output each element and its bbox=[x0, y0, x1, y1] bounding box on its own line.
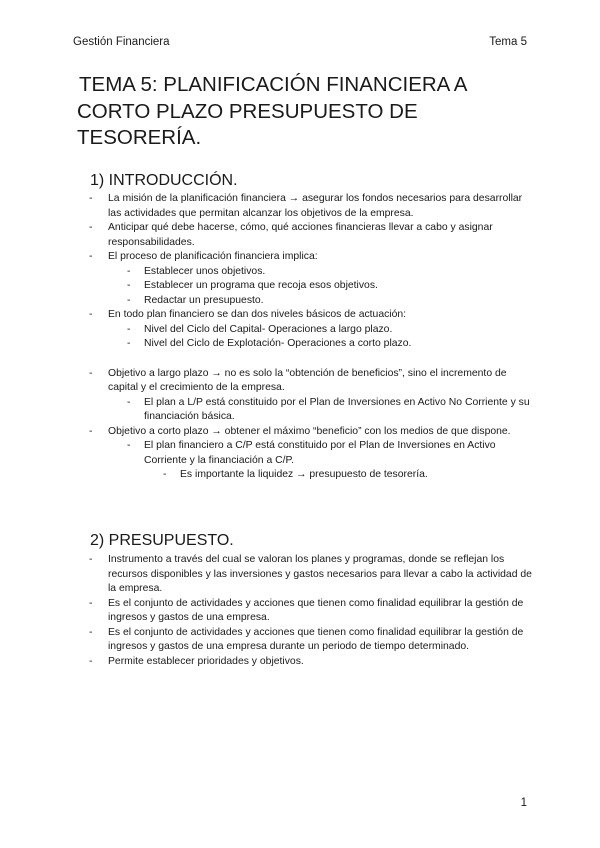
list-item: - Objetivo a corto plazo → obtener el máximo “beneficio” con los medios de que dispone. bbox=[73, 425, 533, 440]
list-item: - Anticipar qué debe hacerse, cómo, qué acciones financieras llevar a cabo y asignar responsabilidades. bbox=[73, 221, 533, 250]
header-topic: Tema 5 bbox=[489, 36, 527, 48]
title-line-3: TESORERÍA. bbox=[77, 126, 202, 149]
list-subitem: - Nivel del Ciclo del Capital- Operaciones a largo plazo. bbox=[73, 323, 533, 338]
list-subitem: - Redactar un presupuesto. bbox=[73, 294, 533, 309]
list-item: - El proceso de planificación financiera implica: bbox=[73, 250, 533, 265]
document-title bbox=[73, 72, 517, 152]
list-item: - En todo plan financiero se dan dos niveles básicos de actuación: bbox=[73, 308, 533, 323]
section-heading-presupuesto: 2) PRESUPUESTO. bbox=[90, 532, 234, 549]
list-subsubitem: - Es importante la liquidez → presupuesto de tesorería. bbox=[73, 468, 533, 483]
list-item: - La misión de la planificación financiera → asegurar los fondos necesarios para desarrollar las actividades que permitan alcanzar los objetivos de la empresa. bbox=[73, 192, 533, 221]
header-subject: Gestión Financiera bbox=[73, 36, 170, 48]
list-item: - Objetivo a largo plazo → no es solo la “obtención de beneficios”, sino el incremento de capital y el crecimiento de la empresa. bbox=[73, 367, 533, 396]
section-heading-introduccion: 1) INTRODUCCIÓN. bbox=[90, 172, 238, 189]
list-subitem: - Establecer unos objetivos. bbox=[73, 265, 533, 280]
list-item: - Instrumento a través del cual se valoran los planes y programas, donde se reflejan los recursos disponibles y las inversiones y gastos necesarios para llevar a cabo la actividad de la empresa. bbox=[73, 553, 533, 597]
page-number: 1 bbox=[520, 797, 527, 809]
title-line-1: TEMA 5: PLANIFICACIÓN FINANCIERA A bbox=[79, 73, 468, 96]
list-subitem: - Establecer un programa que recoja esos objetivos. bbox=[73, 279, 533, 294]
list-subitem: - Nivel del Ciclo de Explotación- Operaciones a corto plazo. bbox=[73, 337, 533, 352]
introduccion-list bbox=[73, 192, 533, 483]
list-item: - Permite establecer prioridades y objetivos. bbox=[73, 655, 533, 670]
list-item: - Es el conjunto de actividades y acciones que tienen como finalidad equilibrar la gestión de ingresos y gastos de una empresa durante un periodo de tiempo determinado. bbox=[73, 626, 533, 655]
title-line-2: CORTO PLAZO PRESUPUESTO DE bbox=[77, 99, 418, 123]
presupuesto-list bbox=[73, 553, 533, 669]
list-subitem: - El plan a L/P está constituido por el Plan de Inversiones en Activo No Corriente y su financiación básica. bbox=[73, 396, 533, 425]
list-item: - Es el conjunto de actividades y acciones que tienen como finalidad equilibrar la gestión de ingresos y gastos de una empresa. bbox=[73, 597, 533, 626]
list-subitem: - El plan financiero a C/P está constituido por el Plan de Inversiones en Activo Corriente y la financiación a C/P. bbox=[73, 439, 533, 468]
